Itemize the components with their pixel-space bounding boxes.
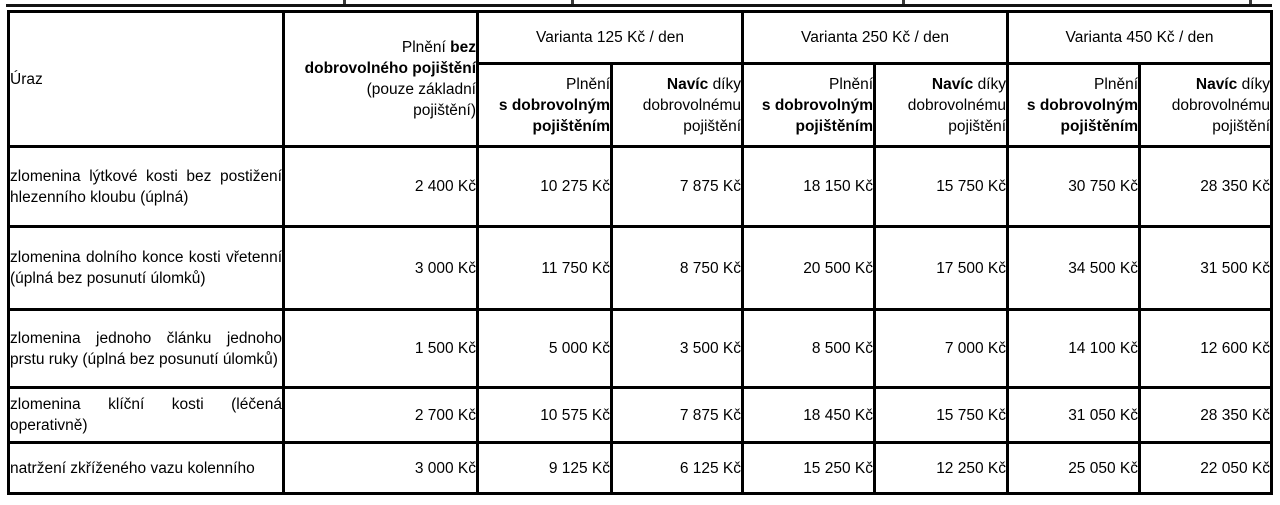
with-insurance-value-cell-250: 20 500 Kč: [743, 227, 875, 310]
subheader-extra-125: Navíc díky dobrovolnému pojištění: [612, 64, 743, 147]
basic-value-cell: 3 000 Kč: [284, 443, 478, 494]
table-row: [9, 388, 1272, 443]
col-header-basic-benefit: Plnění bez dobrovolného pojištění (pouze základní pojištění): [284, 12, 478, 147]
cropped-row-border-stub: [343, 0, 346, 4]
injury-cell: natržení zkříženého vazu kolenního: [9, 443, 284, 494]
with-insurance-value-cell-125: 9 125 Kč: [478, 443, 612, 494]
extra-value-cell-250: 15 750 Kč: [875, 388, 1008, 443]
cropped-row-border-stub: [902, 0, 905, 4]
cropped-row-divider: [6, 4, 1272, 7]
with-insurance-value-cell-450: 34 500 Kč: [1008, 227, 1140, 310]
with-insurance-value-cell-450: 31 050 Kč: [1008, 388, 1140, 443]
extra-value-cell-125: 7 875 Kč: [612, 388, 743, 443]
extra-value-cell-250: 7 000 Kč: [875, 310, 1008, 388]
with-insurance-value-cell-125: 5 000 Kč: [478, 310, 612, 388]
with-insurance-value-cell-250: 8 500 Kč: [743, 310, 875, 388]
basic-value-cell: 2 400 Kč: [284, 147, 478, 227]
table-row: [9, 443, 1272, 494]
table-row: [9, 227, 1272, 310]
with-insurance-value-cell-450: 14 100 Kč: [1008, 310, 1140, 388]
extra-value-cell-250: 15 750 Kč: [875, 147, 1008, 227]
variant-250-title: Varianta 250 Kč / den: [801, 29, 949, 46]
extra-value-cell-125: 6 125 Kč: [612, 443, 743, 494]
with-insurance-value-cell-450: 25 050 Kč: [1008, 443, 1140, 494]
table-row: [9, 310, 1272, 388]
extra-value-cell-125: 8 750 Kč: [612, 227, 743, 310]
extra-value-cell-450: 31 500 Kč: [1140, 227, 1272, 310]
extra-value-cell-125: 3 500 Kč: [612, 310, 743, 388]
subheader-with-insurance-125: Plnění s dobrovolným pojištěním: [478, 64, 612, 147]
variant-450-title: Varianta 450 Kč / den: [1065, 29, 1214, 46]
with-insurance-value-cell-125: 10 275 Kč: [478, 147, 612, 227]
extra-value-cell-250: 17 500 Kč: [875, 227, 1008, 310]
with-insurance-value-cell-125: 11 750 Kč: [478, 227, 612, 310]
extra-value-cell-450: 28 350 Kč: [1140, 388, 1272, 443]
extra-value-cell-450: 28 350 Kč: [1140, 147, 1272, 227]
injury-cell: zlomenina lýtkové kosti bez postižení hlezenního kloubu (úplná): [9, 147, 284, 227]
variant-header-125: [478, 12, 743, 64]
injury-header-label: Úraz: [10, 70, 43, 88]
variant-header-450: [1008, 12, 1272, 64]
variant-125-title: Varianta 125 Kč / den: [536, 29, 684, 46]
with-insurance-value-cell-250: 15 250 Kč: [743, 443, 875, 494]
with-insurance-value-cell-450: 30 750 Kč: [1008, 147, 1140, 227]
cropped-row-border-stub: [1249, 0, 1252, 4]
extra-value-cell-250: 12 250 Kč: [875, 443, 1008, 494]
extra-value-cell-450: 12 600 Kč: [1140, 310, 1272, 388]
injury-cell: zlomenina dolního konce kosti vřetenní (úplná bez posunutí úlomků): [9, 227, 284, 310]
basic-value-cell: 1 500 Kč: [284, 310, 478, 388]
with-insurance-value-cell-250: 18 150 Kč: [743, 147, 875, 227]
header-row-variants: [9, 12, 1272, 64]
subheader-with-insurance-250: Plnění s dobrovolným pojištěním: [743, 64, 875, 147]
subheader-extra-250: Navíc díky dobrovolnému pojištění: [875, 64, 1008, 147]
with-insurance-value-cell-125: 10 575 Kč: [478, 388, 612, 443]
injury-cell: zlomenina klíční kosti (léčená operativně): [9, 388, 284, 443]
col-header-injury: [9, 12, 284, 147]
extra-value-cell-450: 22 050 Kč: [1140, 443, 1272, 494]
subheader-with-insurance-450: Plnění s dobrovolným pojištěním: [1008, 64, 1140, 147]
cropped-row-border-stub: [571, 0, 574, 4]
with-insurance-value-cell-250: 18 450 Kč: [743, 388, 875, 443]
basic-value-cell: 2 700 Kč: [284, 388, 478, 443]
subheader-extra-450: Navíc díky dobrovolnému pojištění: [1140, 64, 1272, 147]
variant-header-250: [743, 12, 1008, 64]
injury-cell: zlomenina jednoho článku jednoho prstu ruky (úplná bez posunutí úlomků): [9, 310, 284, 388]
insurance-benefits-table: [7, 10, 1273, 495]
table-row: [9, 147, 1272, 227]
basic-value-cell: 3 000 Kč: [284, 227, 478, 310]
extra-value-cell-125: 7 875 Kč: [612, 147, 743, 227]
